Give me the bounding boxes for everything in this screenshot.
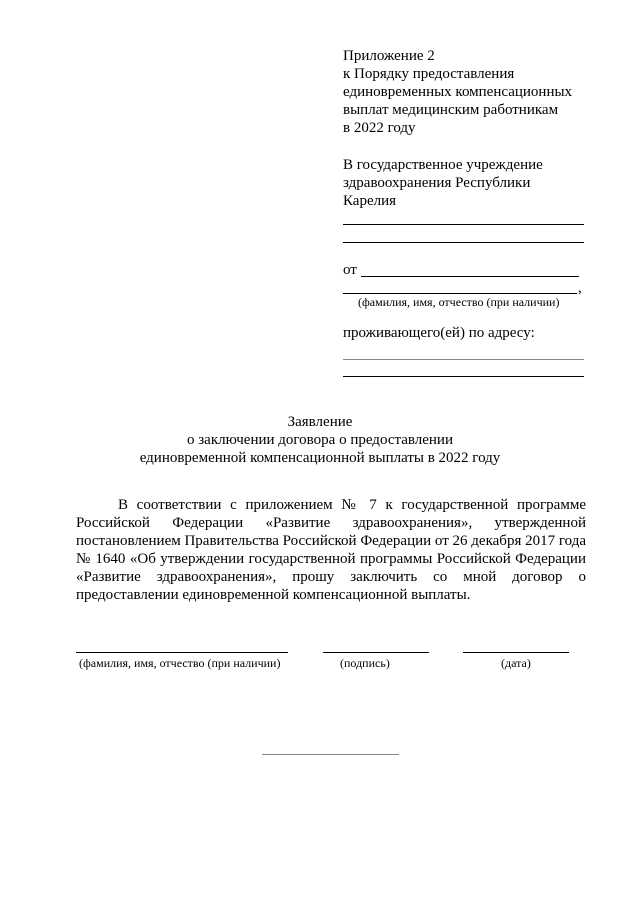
from-caption: (фамилия, имя, отчество (при наличии) (358, 295, 560, 309)
addressee-fill-line[interactable] (343, 242, 584, 243)
title-line: единовременной компенсационной выплаты в 2022 году (139, 450, 501, 466)
addressee-line: В государственное учреждение (343, 157, 543, 173)
addressee-line: Карелия (343, 193, 397, 209)
title-line: о заключении договора о предоставлении (187, 432, 453, 448)
appendix-header (343, 47, 572, 137)
address-fill-line[interactable] (343, 376, 584, 377)
appendix-line: Приложение 2 (343, 48, 435, 64)
signature-sign-line[interactable] (323, 652, 429, 653)
signature-name-line[interactable] (76, 652, 288, 653)
appendix-line: выплат медицинским работникам (343, 102, 559, 118)
appendix-line: к Порядку предоставления (343, 66, 515, 82)
document-title (0, 413, 640, 467)
signature-sign-caption: (подпись) (340, 656, 390, 670)
signature-date-caption: (дата) (501, 656, 531, 670)
title-line: Заявление (287, 414, 353, 430)
addressee-line: здравоохранения Республики (343, 175, 531, 191)
from-name-line[interactable] (361, 276, 579, 277)
from-label: от (343, 262, 357, 278)
address-fill-line[interactable] (343, 359, 584, 360)
end-separator (262, 754, 399, 755)
addressee-block (343, 156, 543, 210)
appendix-line: в 2022 году (343, 120, 416, 136)
addressee-fill-line[interactable] (343, 224, 584, 225)
appendix-line: единовременных компенсационных (343, 84, 573, 100)
from-comma: , (578, 280, 582, 296)
body-paragraph: В соответствии с приложением № 7 к государственной программе Российской Федерации «Развитие здравоохранения», утвержденной постановлением Правительства Российской Федерации от 26 декабря 2017 года № 1640 «Об утверждении государственной программы Российской Федерации «Развитие здравоохранения», прошу заключить со мной договор о предоставлении единовременной компенсационной выплаты. (76, 497, 586, 603)
address-label: проживающего(ей) по адресу: (343, 325, 535, 341)
from-name-line-2[interactable] (343, 293, 577, 294)
signature-date-line[interactable] (463, 652, 569, 653)
signature-name-caption: (фамилия, имя, отчество (при наличии) (79, 656, 281, 670)
